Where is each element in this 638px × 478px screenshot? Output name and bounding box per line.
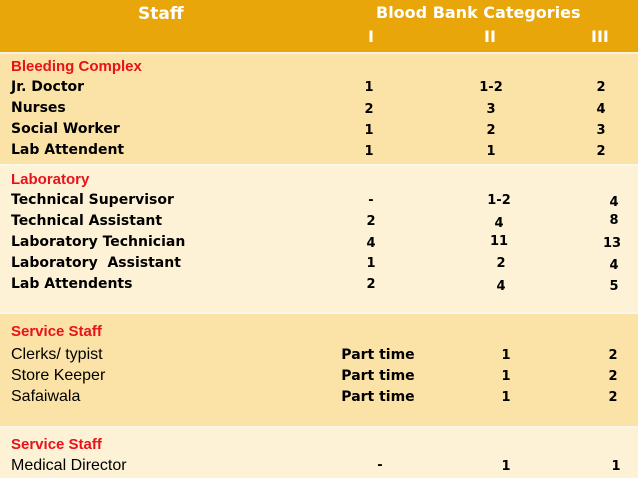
cell-i: - [377, 458, 383, 473]
cell-i: 1 [364, 80, 374, 95]
cell-i: 1 [364, 144, 374, 159]
row-label-laboratory-technician: Laboratory Technician [11, 234, 186, 250]
cell-ii: 3 [486, 102, 496, 117]
category-ii-header: II [484, 27, 496, 46]
cell-iii: 2 [608, 348, 618, 363]
cell-iii: 13 [602, 236, 622, 251]
table-header [0, 0, 638, 54]
cell-i: 1 [364, 123, 374, 138]
cell-ii: 1 [486, 144, 496, 159]
row-label-lab-attendent: Lab Attendent [11, 142, 125, 158]
cell-iii: 2 [608, 369, 618, 384]
section-title: Laboratory [11, 171, 90, 188]
row-label-store-keeper: Store Keeper [11, 367, 106, 384]
cell-iii: 3 [596, 123, 606, 138]
row-label-lab-attendents: Lab Attendents [11, 276, 133, 292]
section-title: Bleeding Complex [11, 58, 142, 75]
cell-ii: 1 [501, 459, 511, 474]
cell-ii: 1-2 [479, 80, 503, 95]
cell-i: 2 [364, 102, 374, 117]
category-i-header: I [368, 27, 374, 46]
cell-iii: 1 [611, 459, 621, 474]
cell-ii: 11 [489, 234, 509, 249]
cell-i: 4 [366, 236, 376, 251]
blood-bank-categories-header: Blood Bank Categories [376, 3, 581, 22]
cell-iii: 5 [609, 279, 619, 294]
section-title: Service Staff [11, 436, 102, 453]
row-label-social-worker: Social Worker [11, 121, 120, 137]
cell-ii: 1 [501, 369, 511, 384]
category-iii-header: III [591, 27, 609, 46]
section-service-staff [0, 314, 638, 426]
row-label-technical-assistant: Technical Assistant [11, 213, 163, 229]
cell-i: 1 [366, 256, 376, 271]
cell-ii: 2 [496, 256, 506, 271]
row-label-safaiwala: Safaiwala [11, 388, 81, 405]
row-label-laboratory-assistant: Laboratory Assistant [11, 255, 181, 271]
row-label-technical-supervisor: Technical Supervisor [11, 192, 174, 208]
section-laboratory [0, 166, 638, 312]
cell-i: Part time [341, 368, 415, 384]
section-title: Service Staff [11, 323, 102, 340]
cell-i: 2 [366, 277, 376, 292]
section-service-staff-2 [0, 428, 638, 478]
cell-ii: 4 [494, 216, 504, 231]
cell-ii: 1 [501, 390, 511, 405]
staff-column-header: Staff [138, 4, 184, 24]
row-label-jr-doctor: Jr. Doctor [11, 79, 85, 95]
cell-iii: 2 [596, 144, 606, 159]
cell-i: 2 [366, 214, 376, 229]
cell-i: Part time [341, 389, 415, 405]
cell-iii: 2 [596, 80, 606, 95]
cell-ii: 4 [496, 279, 506, 294]
cell-iii: 2 [608, 390, 618, 405]
cell-iii: 4 [609, 258, 619, 273]
row-label-nurses: Nurses [11, 100, 66, 116]
cell-ii: 1-2 [487, 193, 511, 208]
cell-ii: 1 [501, 348, 511, 363]
section-bleeding-complex [0, 54, 638, 164]
cell-i: - [368, 193, 374, 208]
row-label-clerks-typist: Clerks/ typist [11, 346, 103, 363]
row-label-medical-director: Medical Director [11, 457, 127, 474]
cell-i: Part time [341, 347, 415, 363]
cell-iii: 8 [609, 213, 619, 228]
cell-iii: 4 [609, 195, 619, 210]
cell-iii: 4 [596, 102, 606, 117]
cell-ii: 2 [486, 123, 496, 138]
